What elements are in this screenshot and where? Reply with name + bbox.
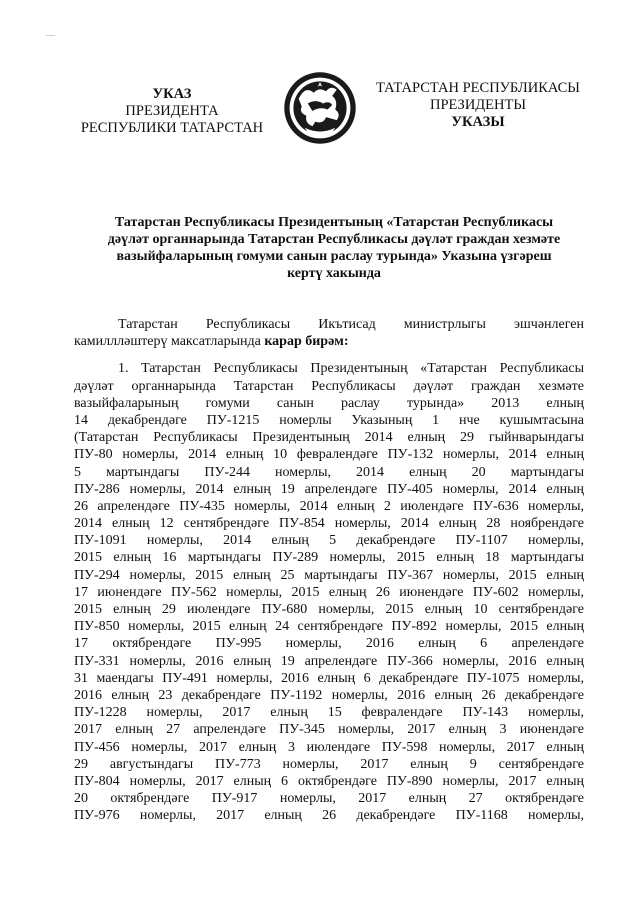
header-right-line1: ТАТАРСТАН РЕСПУБЛИКАСЫ bbox=[376, 80, 580, 96]
paragraph-line: 2015 елның 29 июлендәге ПУ-680 номерлы, 2015 елның 10 сентябрендәге bbox=[74, 602, 584, 617]
paragraph-line: 2016 елның 23 декабрендәге ПУ-1192 номерлы, 2016 елның 26 декабрендәге bbox=[74, 687, 584, 703]
preamble-line bbox=[74, 333, 584, 350]
header-left-line3: РЕСПУБЛИКИ ТАТАРСТАН bbox=[80, 120, 264, 136]
paragraph-line: 5 мартындагы ПУ-244 номерлы, 2014 елның 20 мартындагы bbox=[74, 464, 584, 480]
paragraph-line: 20 октябрендәге ПУ-917 номерлы, 2017 елның 27 октябрендәге bbox=[74, 791, 584, 807]
preamble-line: Татарстан Республикасы Икътисад министрлыгы эшчәнлеген bbox=[118, 317, 584, 332]
document-body bbox=[74, 316, 584, 824]
paragraph-line: (Татарстан Республикасы Президентының 2014 елның 29 гыйнварындагы bbox=[74, 430, 584, 446]
spacer bbox=[74, 350, 584, 360]
paragraph-line: ПУ-1091 номерлы, 2014 елның 5 декабрендәге ПУ-1107 номерлы, bbox=[74, 533, 584, 549]
paragraph-line: ПУ-80 номерлы, 2014 елның 10 февралендәге ПУ-132 номерлы, 2014 елның bbox=[74, 447, 584, 463]
header-left-line1: УКАЗ bbox=[152, 86, 192, 102]
scan-mark: — bbox=[46, 30, 55, 40]
paragraph-line: дәүләт органнарында Татарстан Республикасы дәүләт граждан хезмәте bbox=[74, 378, 584, 394]
title-line: кертү хакында bbox=[287, 266, 381, 281]
decree-phrase: карар бирәм: bbox=[264, 334, 349, 350]
document-title bbox=[84, 214, 584, 282]
paragraph-line: ПУ-286 номерлы, 2014 елның 19 апрелендәге ПУ-405 номерлы, 2014 елның bbox=[74, 481, 584, 497]
paragraph-line: 26 апрелендәге ПУ-435 номерлы, 2014 елның 2 июлендәге ПУ-636 номерлы, bbox=[74, 498, 584, 514]
title-line: вазыйфаларының гомуми санын раслау турында» Указына үзгәреш bbox=[116, 249, 552, 264]
header-right-line3: УКАЗЫ bbox=[451, 114, 505, 130]
paragraph-line: ПУ-456 номерлы, 2017 елның 3 июлендәге ПУ-598 номерлы, 2017 елның bbox=[74, 739, 584, 755]
paragraph-line: 17 июнендәге ПУ-562 номерлы, 2015 елның 26 июнендәге ПУ-602 номерлы, bbox=[74, 584, 584, 600]
paragraph-line: 31 маендагы ПУ-491 номерлы, 2016 елның 6 декабрендәге ПУ-1075 номерлы, bbox=[74, 670, 584, 686]
paragraph-line: 29 августындагы ПУ-773 номерлы, 2017 елның 9 сентябрендәге bbox=[74, 756, 584, 772]
paragraph-line: 2017 елның 27 апрелендәге ПУ-345 номерлы, 2017 елның 3 июнендәге bbox=[74, 722, 584, 738]
header-left-line2: ПРЕЗИДЕНТА bbox=[125, 103, 219, 119]
paragraph-line: 14 декабрендәге ПУ-1215 номерлы Указының 1 нче кушымтасына bbox=[74, 412, 584, 428]
header-left-russian bbox=[74, 86, 270, 137]
paragraph-line: ПУ-331 номерлы, 2016 елның 19 апрелендәге ПУ-366 номерлы, 2016 елның bbox=[74, 653, 584, 669]
paragraph-line: ПУ-850 номерлы, 2015 елның 24 сентябрендәге ПУ-892 номерлы, 2015 елның bbox=[74, 619, 584, 635]
preamble-text: камиллләштерү максатларында bbox=[74, 334, 265, 350]
header-right-line2: ПРЕЗИДЕНТЫ bbox=[429, 97, 527, 113]
paragraph-line: ПУ-976 номерлы, 2017 елның 26 декабрендәге ПУ-1168 номерлы, bbox=[74, 808, 584, 824]
paragraph-line: вазыйфаларының гомуми санын раслау турында» 2013 елның bbox=[74, 395, 584, 411]
paragraph-line: 17 октябрендәге ПУ-995 номерлы, 2016 елның 6 апрелендәге bbox=[74, 636, 584, 652]
title-line: Татарстан Республикасы Президентының «Татарстан Республикасы bbox=[114, 215, 554, 230]
paragraph-line: ПУ-804 номерлы, 2017 елның 6 октябрендәге ПУ-890 номерлы, 2017 елның bbox=[74, 773, 584, 789]
coat-of-arms-icon bbox=[282, 70, 358, 146]
paragraph-1 bbox=[74, 360, 584, 824]
header-right-tatar bbox=[360, 80, 596, 131]
paragraph-line: 2015 елның 16 мартындагы ПУ-289 номерлы, 2015 елның 18 мартындагы bbox=[74, 550, 584, 566]
paragraph-line: 2014 елның 12 сентябрендәге ПУ-854 номерлы, 2014 елның 28 ноябрендәге bbox=[74, 516, 584, 532]
paragraph-line: ПУ-1228 номерлы, 2017 елның 15 февралендәге ПУ-143 номерлы, bbox=[74, 705, 584, 721]
paragraph-line: 1. Татарстан Республикасы Президентының «Татарстан Республикасы bbox=[118, 361, 584, 377]
title-line: дәүләт органнарында Татарстан Республикасы дәүләт граждан хезмәте bbox=[107, 232, 561, 247]
paragraph-line: ПУ-294 номерлы, 2015 елның 25 мартындагы ПУ-367 номерлы, 2015 елның bbox=[74, 567, 584, 583]
